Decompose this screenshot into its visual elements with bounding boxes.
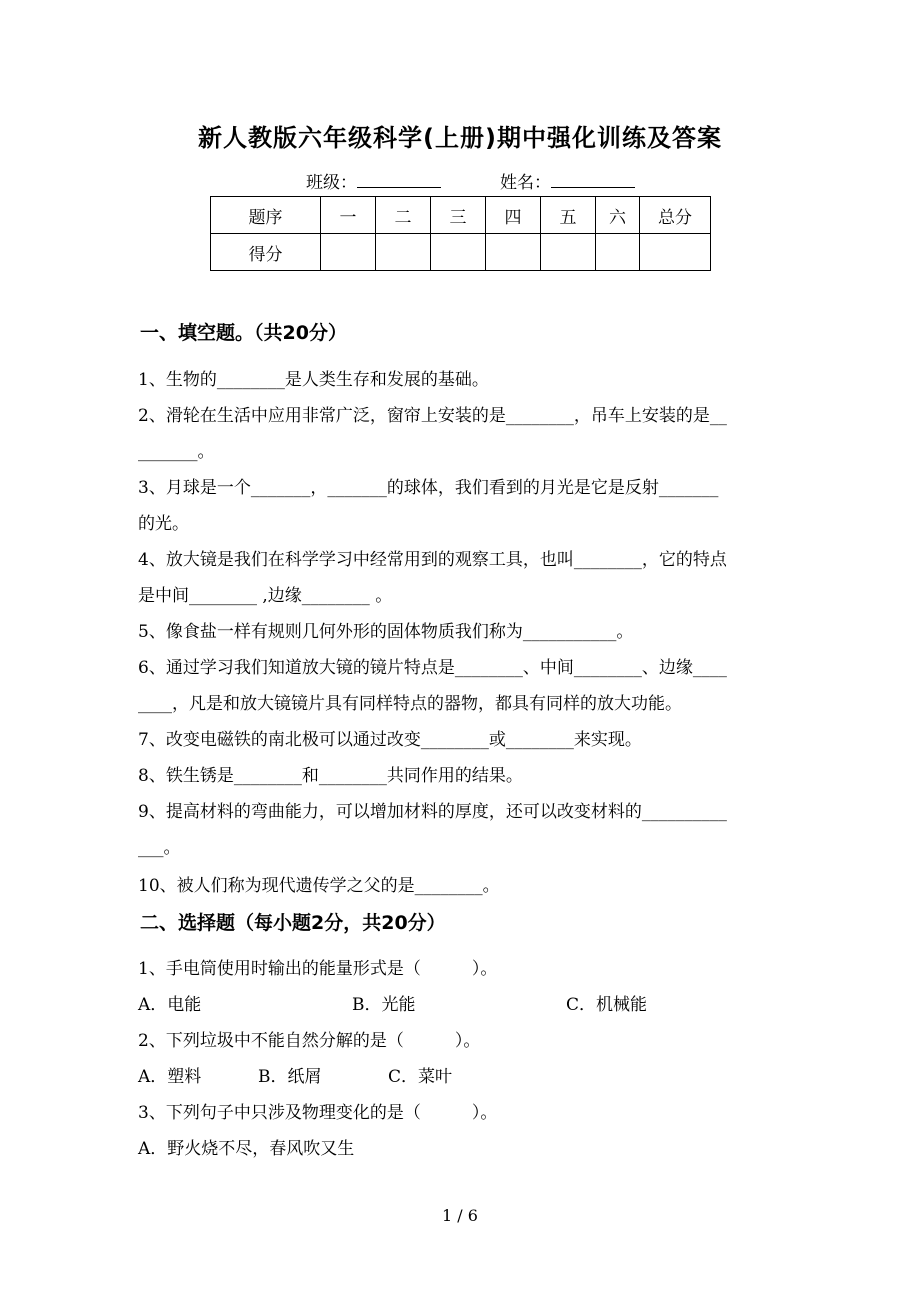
question-line: _______。 [138, 442, 215, 462]
question-line: 是中间________ ,边缘________ 。 [138, 586, 393, 606]
page-title: 新人教版六年级科学(上册)期中强化训练及答案 [198, 124, 722, 152]
score-table-score-row [211, 234, 711, 271]
score-header-cell: 五 [541, 197, 596, 234]
option-c[interactable]: C．机械能 [566, 995, 648, 1015]
score-header-cell: 总分 [640, 197, 711, 234]
question-stem: 3、下列句子中只涉及物理变化的是（ ）。 [138, 1103, 498, 1123]
class-field [306, 168, 441, 193]
question-line: ____，凡是和放大镜镜片具有同样特点的器物，都具有同样的放大功能。 [138, 694, 682, 714]
name-label: 姓名： [500, 173, 551, 193]
score-header-cell: 三 [431, 197, 486, 234]
question-line: 10、被人们称为现代遗传学之父的是________。 [138, 876, 500, 896]
name-blank[interactable] [551, 171, 635, 188]
score-table [210, 196, 711, 271]
question-line: 5、像食盐一样有规则几何外形的固体物质我们称为___________。 [138, 622, 634, 642]
score-header-cell: 二 [376, 197, 431, 234]
score-header-cell: 四 [486, 197, 541, 234]
question-line: ___。 [138, 838, 181, 858]
question-line: 3、月球是一个_______，_______的球体，我们看到的月光是它是反射_______ [138, 478, 719, 498]
option-c[interactable]: C．菜叶 [388, 1067, 453, 1087]
score-cell[interactable] [541, 234, 596, 271]
score-cell[interactable] [376, 234, 431, 271]
class-label: 班级： [306, 173, 357, 193]
question-line: 7、改变电磁铁的南北极可以通过改变________或________来实现。 [138, 730, 642, 750]
question-stem: 2、下列垃圾中不能自然分解的是（ ）。 [138, 1031, 481, 1051]
score-cell[interactable] [640, 234, 711, 271]
question-line: 9、提高材料的弯曲能力，可以增加材料的厚度，还可以改变材料的__________ [138, 802, 727, 822]
class-blank[interactable] [357, 171, 441, 188]
option-a[interactable]: A．电能 [138, 995, 202, 1015]
score-cell[interactable] [596, 234, 640, 271]
section1-heading: 一、填空题。（共20分） [140, 322, 347, 344]
option-a[interactable]: A．塑料 [138, 1067, 202, 1087]
option-b[interactable]: B．光能 [352, 995, 416, 1015]
question-line: 6、通过学习我们知道放大镜的镜片特点是________、中间________、边缘____ [138, 658, 727, 678]
option-a[interactable]: A．野火烧不尽，春风吹又生 [138, 1139, 355, 1159]
score-table-header-row [211, 197, 711, 234]
name-field [500, 168, 635, 193]
score-cell[interactable] [321, 234, 376, 271]
score-header-cell: 一 [321, 197, 376, 234]
question-line: 4、放大镜是我们在科学学习中经常用到的观察工具，也叫________，它的特点 [138, 550, 727, 570]
question-line: 的光。 [138, 514, 189, 534]
score-header-cell: 六 [596, 197, 640, 234]
section2-heading: 二、选择题（每小题2分，共20分） [140, 912, 446, 934]
page-number: 1 / 6 [442, 1206, 478, 1225]
question-line: 8、铁生锈是________和________共同作用的结果。 [138, 766, 523, 786]
score-cell[interactable] [431, 234, 486, 271]
score-header-cell: 题序 [211, 197, 321, 234]
question-line: 1、生物的________是人类生存和发展的基础。 [138, 370, 489, 390]
score-row-label: 得分 [211, 234, 321, 271]
option-b[interactable]: B．纸屑 [258, 1067, 322, 1087]
score-cell[interactable] [486, 234, 541, 271]
question-line: 2、滑轮在生活中应用非常广泛，窗帘上安装的是________，吊车上安装的是__ [138, 406, 727, 426]
question-stem: 1、手电筒使用时输出的能量形式是（ ）。 [138, 959, 498, 979]
